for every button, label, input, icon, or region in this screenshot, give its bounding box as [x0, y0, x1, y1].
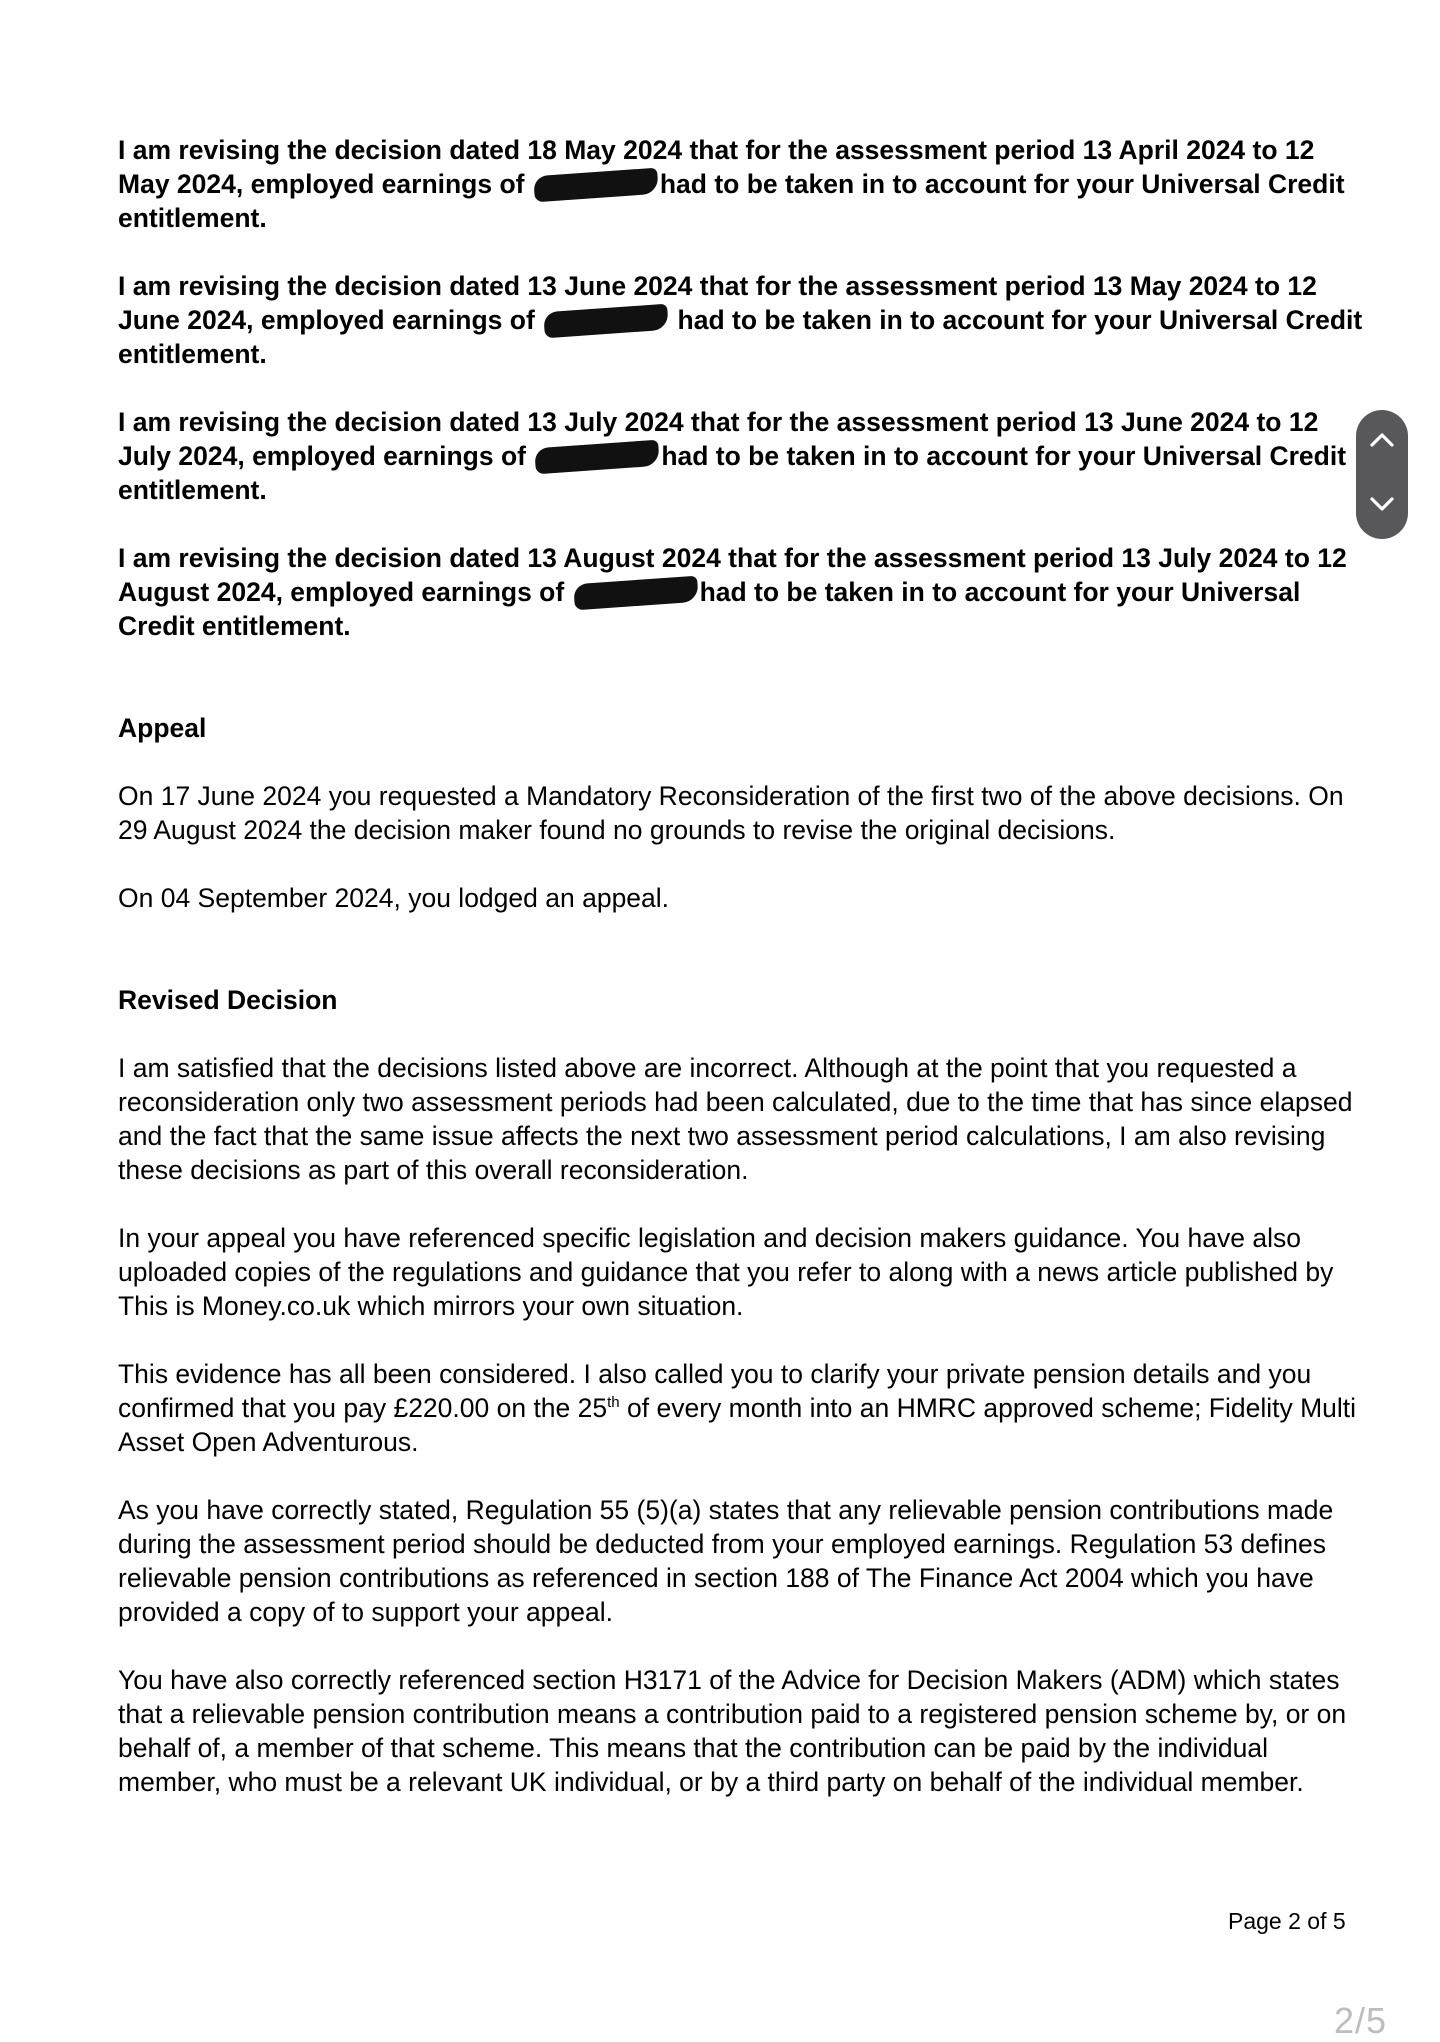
page-counter: 2/5	[1334, 2000, 1388, 2041]
page-scroller[interactable]	[1356, 410, 1408, 539]
spacer	[118, 677, 1368, 711]
revised-paragraph: You have also correctly referenced section H3171 of the Advice for Decision Makers (ADM) which states that a relievable pension contribution means a contribution paid to a registered pension scheme by, or on behalf of, a member of that scheme. This means that the contribution can be paid by the individual member, who must be a relevant UK individual, or by a third party on behalf of the individual member.	[118, 1665, 1347, 1797]
document-body	[118, 133, 1368, 1833]
revised-text: This evidence has all been considered. I also called you to clarify your private pension details and you confirmed that you pay £220.00 on the 25	[118, 1359, 1312, 1423]
decision-text: had to be taken in to account for your Universal Credit entitlement.	[118, 169, 1345, 233]
appeal-paragraph: On 17 June 2024 you requested a Mandatory Reconsideration of the first two of the above decisions. On 29 August 2024 the decision maker found no grounds to revise the original decisions.	[118, 781, 1344, 845]
decision-text: had to be taken in to account for your Universal Credit entitlement.	[118, 577, 1301, 641]
redaction-mark	[573, 576, 699, 611]
revised-paragraph: I am satisfied that the decisions listed above are incorrect. Although at the point that you requested a reconsideration only two assessment periods had been calculated, due to the time that has since elapsed and the fact that the same issue affects the next two assessment period calculations, I am also revising these decisions as part of this overall reconsideration.	[118, 1053, 1353, 1185]
ordinal-suffix: th	[607, 1394, 620, 1412]
chevron-down-icon	[1369, 496, 1395, 517]
page-number-label: Page 2 of 5	[1228, 1908, 1346, 1934]
appeal-heading: Appeal	[118, 713, 207, 743]
appeal-paragraph: On 04 September 2024, you lodged an appeal.	[118, 883, 670, 913]
decision-text: I am revising the decision dated 18 May 2024 that for the assessment period 13 April 2024 to 12 May 2024, employed earnings of	[118, 135, 1315, 199]
scroll-down-button[interactable]	[1356, 474, 1408, 538]
decision-text: had to be taken in to account for your Universal Credit entitlement.	[118, 441, 1347, 505]
revised-text: of every month into an HMRC approved scheme; Fidelity Multi Asset Open Adventurous.	[118, 1393, 1357, 1457]
revised-paragraph: In your appeal you have referenced specific legislation and decision makers guidance. You have also uploaded copies of the regulations and guidance that you refer to along with a news article published by This is Money.co.uk which mirrors your own situation.	[118, 1223, 1334, 1321]
chevron-up-icon	[1369, 432, 1395, 453]
decision-text: I am revising the decision dated 13 August 2024 that for the assessment period 13 July 2024 to 12 August 2024, employed earnings of	[118, 543, 1347, 607]
redaction-mark	[535, 440, 661, 475]
revised-paragraph	[118, 1357, 1368, 1459]
decision-paragraph	[118, 405, 1368, 507]
revised-paragraph: As you have correctly stated, Regulation 55 (5)(a) states that any relievable pension contributions made during the assessment period should be deducted from your employed earnings. Regulation 53 defines relievable pension contributions as referenced in section 188 of The Finance Act 2004 which you have provided a copy of to support your appeal.	[118, 1495, 1334, 1627]
decision-text: I am revising the decision dated 13 July 2024 that for the assessment period 13 June 2024 to 12 July 2024, employed earnings of	[118, 407, 1319, 471]
decision-paragraph	[118, 133, 1368, 235]
decision-paragraph	[118, 269, 1368, 371]
redaction-mark	[533, 168, 659, 203]
redaction-mark	[543, 304, 669, 339]
scroll-up-button[interactable]	[1356, 410, 1408, 474]
decision-paragraph	[118, 541, 1368, 643]
decision-text: had to be taken in to account for your Universal Credit entitlement.	[118, 305, 1363, 369]
revised-decision-heading: Revised Decision	[118, 985, 338, 1015]
decision-text: I am revising the decision dated 13 June 2024 that for the assessment period 13 May 2024 to 12 June 2024, employed earnings of	[118, 271, 1317, 335]
spacer	[118, 949, 1368, 983]
